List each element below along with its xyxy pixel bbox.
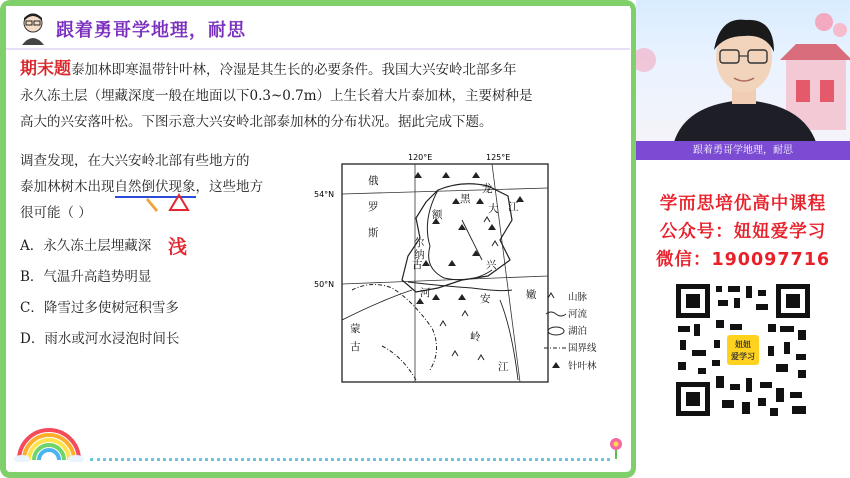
flower-icon <box>606 436 626 460</box>
map-label-jiang: 江 <box>508 201 519 213</box>
lat-label-54: 54°N <box>314 190 335 199</box>
option-a[interactable]: A．永久冻土层埋藏深 <box>20 238 152 254</box>
question-intro-line-3: 高大的兴安落叶松。下图示意大兴安岭北部泰加林的分布状况。据此完成下题。 <box>20 114 493 130</box>
page-title: 跟着勇哥学地理，耐思 <box>56 20 246 41</box>
lon-label-125: 125°E <box>486 153 511 162</box>
map-label-e: 俄 <box>368 175 379 187</box>
slide-header <box>6 6 630 50</box>
right-panel <box>636 0 850 478</box>
legend-river-icon <box>546 312 566 316</box>
map-label-ling: 岭 <box>470 331 481 343</box>
video-caption: 跟着勇哥学地理，耐思 <box>636 141 850 160</box>
video-scene <box>636 0 850 142</box>
map-label-na: 纳 <box>414 249 425 261</box>
question-intro <box>20 56 620 135</box>
map-label-da: 大 <box>488 203 499 215</box>
legend-conifer-label: 针叶林 <box>568 361 597 372</box>
qr-logo <box>724 332 762 368</box>
legend-border-label: 国界线 <box>568 343 597 354</box>
decorative-dotted-line <box>90 458 610 462</box>
map-label-meng: 蒙 <box>350 323 361 335</box>
legend-river-label: 河流 <box>568 309 588 320</box>
legend-mountain-icon <box>548 293 554 298</box>
handwritten-note: 浅 <box>168 236 188 258</box>
map-label-hei: 黑 <box>460 193 471 205</box>
taiga-map <box>312 150 624 390</box>
stem-line-1: 调查发现，在大兴安岭北部有些地方的 <box>20 153 250 169</box>
lat-label-50: 50°N <box>314 280 335 289</box>
map-label-nen: 嫩 <box>526 289 537 301</box>
legend-lake-icon <box>548 327 564 335</box>
promo-line-2: 公众号：妞妞爱学习 <box>659 222 827 242</box>
question-tag: 期末题 <box>20 59 71 79</box>
question-intro-line-2: 永久冻土层（埋藏深度一般在地面以下0.3~0.7m）上生长着大片泰加林，主要树种是 <box>20 88 533 104</box>
stem-line-3: 很可能（ ） <box>20 205 92 221</box>
underlined-phrase: 自然倒伏现象 <box>115 179 196 198</box>
map-label-xing: 兴 <box>486 259 497 271</box>
map-label-gu: 古 <box>412 259 423 271</box>
option-d[interactable]: D．雨水或河水浸泡时间长 <box>20 331 180 347</box>
triangle-annotation-icon <box>168 192 190 214</box>
legend-mountain-label: 山脉 <box>568 292 588 303</box>
option-b[interactable]: B．气温升高趋势明显 <box>20 269 152 285</box>
rainbow-icon <box>14 422 84 462</box>
map-label-jiang2: 江 <box>498 361 509 373</box>
map-label-er: 尔 <box>414 237 425 249</box>
map-label-e2: 额 <box>432 209 443 221</box>
legend-conifer-icon <box>552 362 560 368</box>
question-intro-line-1: 期末题泰加林即寒温带针叶林，冷湿是其生长的必要条件。我国大兴安岭北部多年 <box>20 59 517 79</box>
map-label-long: 龙 <box>482 183 493 195</box>
map-label-an: 安 <box>480 293 491 305</box>
map-legend <box>544 291 597 372</box>
map-label-gu2: 古 <box>350 341 361 353</box>
stem-line-2: 泰加林树木出现自然倒伏现象，这些地方 <box>20 174 320 200</box>
teacher-avatar-icon <box>18 11 48 45</box>
promo-line-1: 学而思培优高中课程 <box>659 194 827 214</box>
map-label-he: 河 <box>420 287 431 299</box>
legend-lake-label: 湖泊 <box>568 326 588 337</box>
promo-panel <box>636 160 850 478</box>
teacher-video[interactable] <box>636 0 850 160</box>
pen-cursor-icon <box>146 196 160 214</box>
qr-code[interactable] <box>672 280 814 420</box>
map-label-si: 斯 <box>368 227 379 239</box>
promo-line-3: 微信：190097716 <box>655 250 831 270</box>
qr-logo-bottom: 爱学习 <box>731 352 755 361</box>
map-label-luo: 罗 <box>368 201 379 213</box>
option-c[interactable]: C．降雪过多使树冠积雪多 <box>20 300 179 316</box>
lon-label-120: 120°E <box>408 153 433 162</box>
qr-logo-top: 妞妞 <box>735 340 751 349</box>
question-stem <box>20 148 320 226</box>
